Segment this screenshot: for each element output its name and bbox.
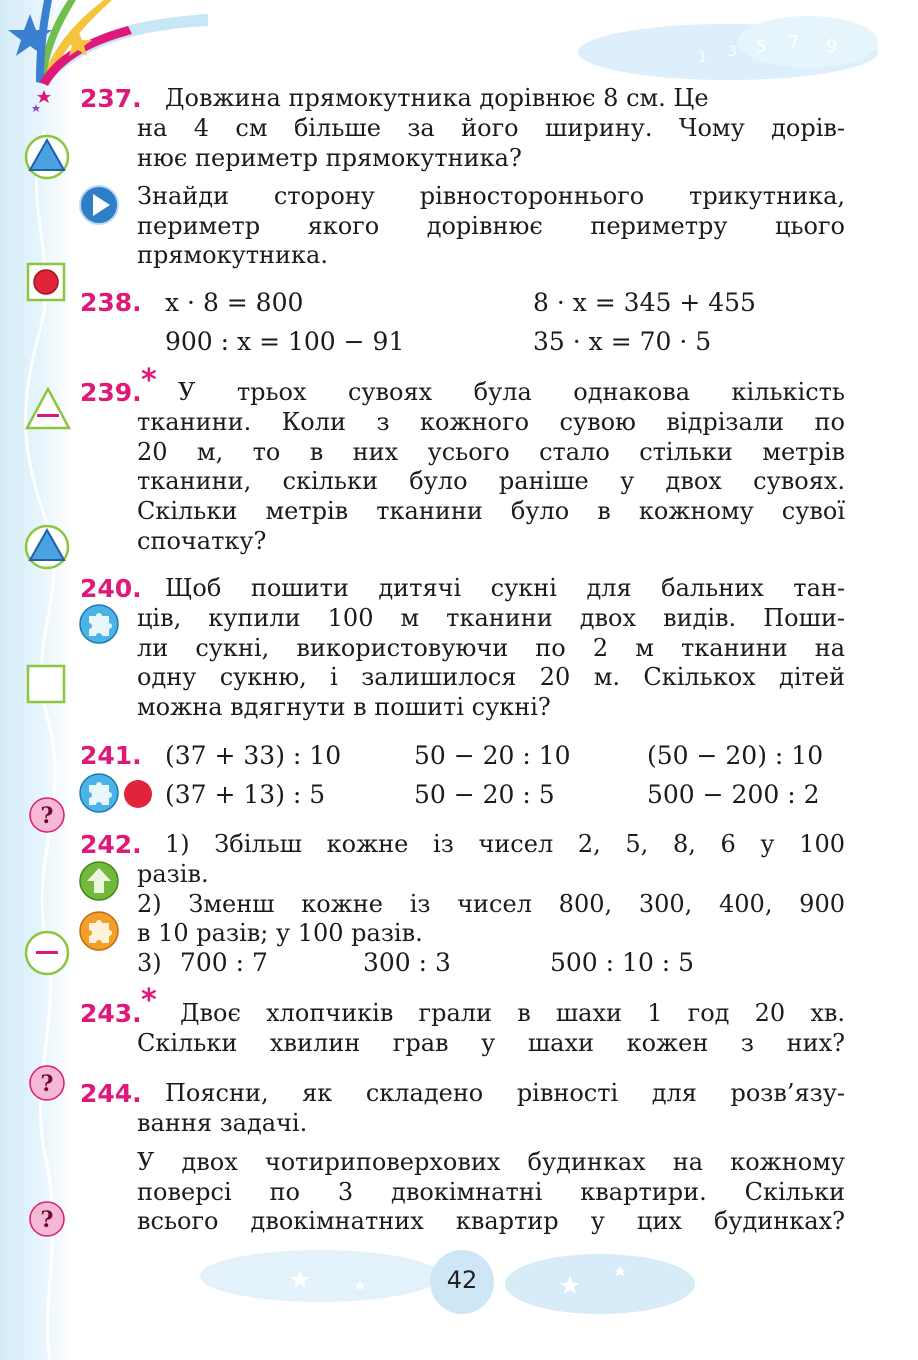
text-line: тканини. Коли з кожного сувою відрізали по	[137, 408, 845, 436]
svg-text:5: 5	[756, 37, 767, 56]
text-line: тканини, скільки було раніше у двох сувоях.	[137, 467, 845, 496]
problem-240-text	[137, 604, 845, 723]
puzzle-orange-icon	[78, 910, 120, 952]
expression: 700 : 7	[180, 948, 268, 977]
text-line: нює периметр прямокутника?	[137, 143, 522, 172]
problem-244-line-1	[165, 1079, 845, 1109]
text-line: Знайди сторону рівностороннього трикутника,	[137, 182, 845, 210]
problem-244-text	[137, 1109, 845, 1139]
text-line: спочатку?	[137, 526, 267, 555]
problem-242-text	[137, 860, 845, 949]
text-line: 2) Зменш кожне із чисел 800, 300, 400, 900	[137, 889, 845, 918]
star-mark: *	[141, 983, 157, 1018]
expression: 300 : 3	[363, 948, 451, 977]
text-line: Скільки метрів тканини було в кожному сувої	[137, 497, 845, 526]
minus-circle-icon	[24, 930, 70, 976]
svg-text:?: ?	[40, 1207, 54, 1233]
text-line: Скільки хвилин грав у шахи кожен з них?	[137, 1029, 845, 1057]
svg-text:7: 7	[788, 32, 800, 53]
equation: 8 · x = 345 + 455	[533, 288, 756, 317]
text-line: У двох чотириповерхових будинках на кожному	[137, 1148, 845, 1176]
text-line: поверсі по 3 двокімнатні квартири. Скільки	[137, 1177, 845, 1206]
text-line: Поясни, як складено рівності для розв’язу-	[165, 1079, 845, 1107]
text-line: периметр якого дорівнює периметру цього	[137, 211, 845, 240]
svg-text:?: ?	[40, 803, 54, 829]
equation: 900 : x = 100 − 91	[165, 327, 405, 356]
triangle-icon	[24, 524, 70, 570]
question-icon	[28, 1200, 66, 1238]
subtask-label: 3)	[137, 949, 162, 977]
text-line: разів.	[137, 860, 209, 888]
text-line: всього двокімнатних квартир у цих будинках?	[137, 1207, 845, 1236]
problem-number-239: 239.	[80, 378, 142, 407]
up-arrow-icon	[78, 860, 120, 902]
equation: x · 8 = 800	[165, 288, 304, 317]
text-line: ців, купили 100 м тканини двох видів. Поши-	[137, 604, 845, 632]
play-icon	[78, 184, 120, 226]
question-icon	[28, 796, 66, 834]
circle-icon	[26, 262, 66, 302]
equation: 35 · x = 70 · 5	[533, 327, 712, 356]
problem-242-line-1	[165, 830, 845, 860]
text-line: ли сукні, використовуючи по 2 м тканини на	[137, 633, 845, 662]
puzzle-icon	[78, 603, 120, 645]
problem-243-text	[137, 1029, 845, 1059]
text-line: можна вдягнути в пошиті сукні?	[137, 693, 551, 722]
svg-text:9: 9	[826, 36, 838, 57]
text-line: прямокутника.	[137, 241, 328, 270]
problem-number-244: 244.	[80, 1079, 142, 1108]
puzzle-icon	[78, 772, 120, 814]
svg-text:1: 1	[698, 50, 707, 66]
star-mark: *	[141, 363, 157, 398]
text-line: одну сукню, і залишилося 20 м. Скількох дітей	[137, 663, 845, 692]
problem-number-240: 240.	[80, 574, 142, 603]
svg-text:?: ?	[40, 1071, 54, 1097]
problem-number-237: 237.	[80, 84, 142, 113]
problem-237-text	[137, 114, 845, 173]
problem-240-line-1	[165, 574, 845, 604]
text-line: вання задачі.	[137, 1109, 308, 1137]
problem-239-line-1	[178, 378, 845, 408]
question-icon	[28, 1064, 66, 1102]
problem-number-243: 243.	[80, 999, 142, 1028]
text-line: Двоє хлопчиків грали в шахи 1 год 20 хв.	[180, 999, 845, 1027]
text-line: 20 м, то в них усього стало стільки метрів	[137, 437, 845, 466]
page-number: 42	[446, 1266, 478, 1294]
minus-triangle-icon	[24, 386, 72, 432]
text-line: в 10 разів; у 100 разів.	[137, 919, 423, 948]
problem-number-242: 242.	[80, 830, 142, 859]
text-line: 1) Збільш кожне із чисел 2, 5, 8, 6 у 100	[165, 830, 845, 858]
expression: 50 − 20 : 10	[414, 741, 571, 770]
square-icon	[26, 664, 66, 704]
cloud-numbers-decoration	[578, 12, 878, 82]
expression: 500 − 200 : 2	[647, 780, 820, 809]
expression: (37 + 33) : 10	[165, 741, 342, 770]
triangle-icon	[24, 134, 70, 180]
problem-237-subtask	[137, 182, 845, 271]
problem-number-241: 241.	[80, 741, 142, 770]
problem-239-text	[137, 408, 845, 557]
expression: (50 − 20) : 10	[647, 741, 824, 770]
expression: 500 : 10 : 5	[550, 948, 695, 977]
expression: (37 + 13) : 5	[165, 780, 326, 809]
expression: 50 − 20 : 5	[414, 780, 555, 809]
text-line: У трьох сувоях була однакова кількість	[178, 378, 845, 406]
problem-243-line-1	[180, 999, 845, 1029]
problem-number-238: 238.	[80, 288, 142, 317]
svg-text:3: 3	[728, 44, 737, 60]
text-line: Довжина прямокутника дорівнює 8 см. Це	[165, 84, 709, 112]
text-line: на 4 см більше за його ширину. Чому дорів-	[137, 114, 845, 142]
problem-237-line-1	[165, 84, 845, 114]
red-dot-icon	[122, 778, 154, 810]
text-line: Щоб пошити дитячі сукні для бальних тан-	[165, 574, 845, 602]
problem-244-task	[137, 1148, 845, 1237]
